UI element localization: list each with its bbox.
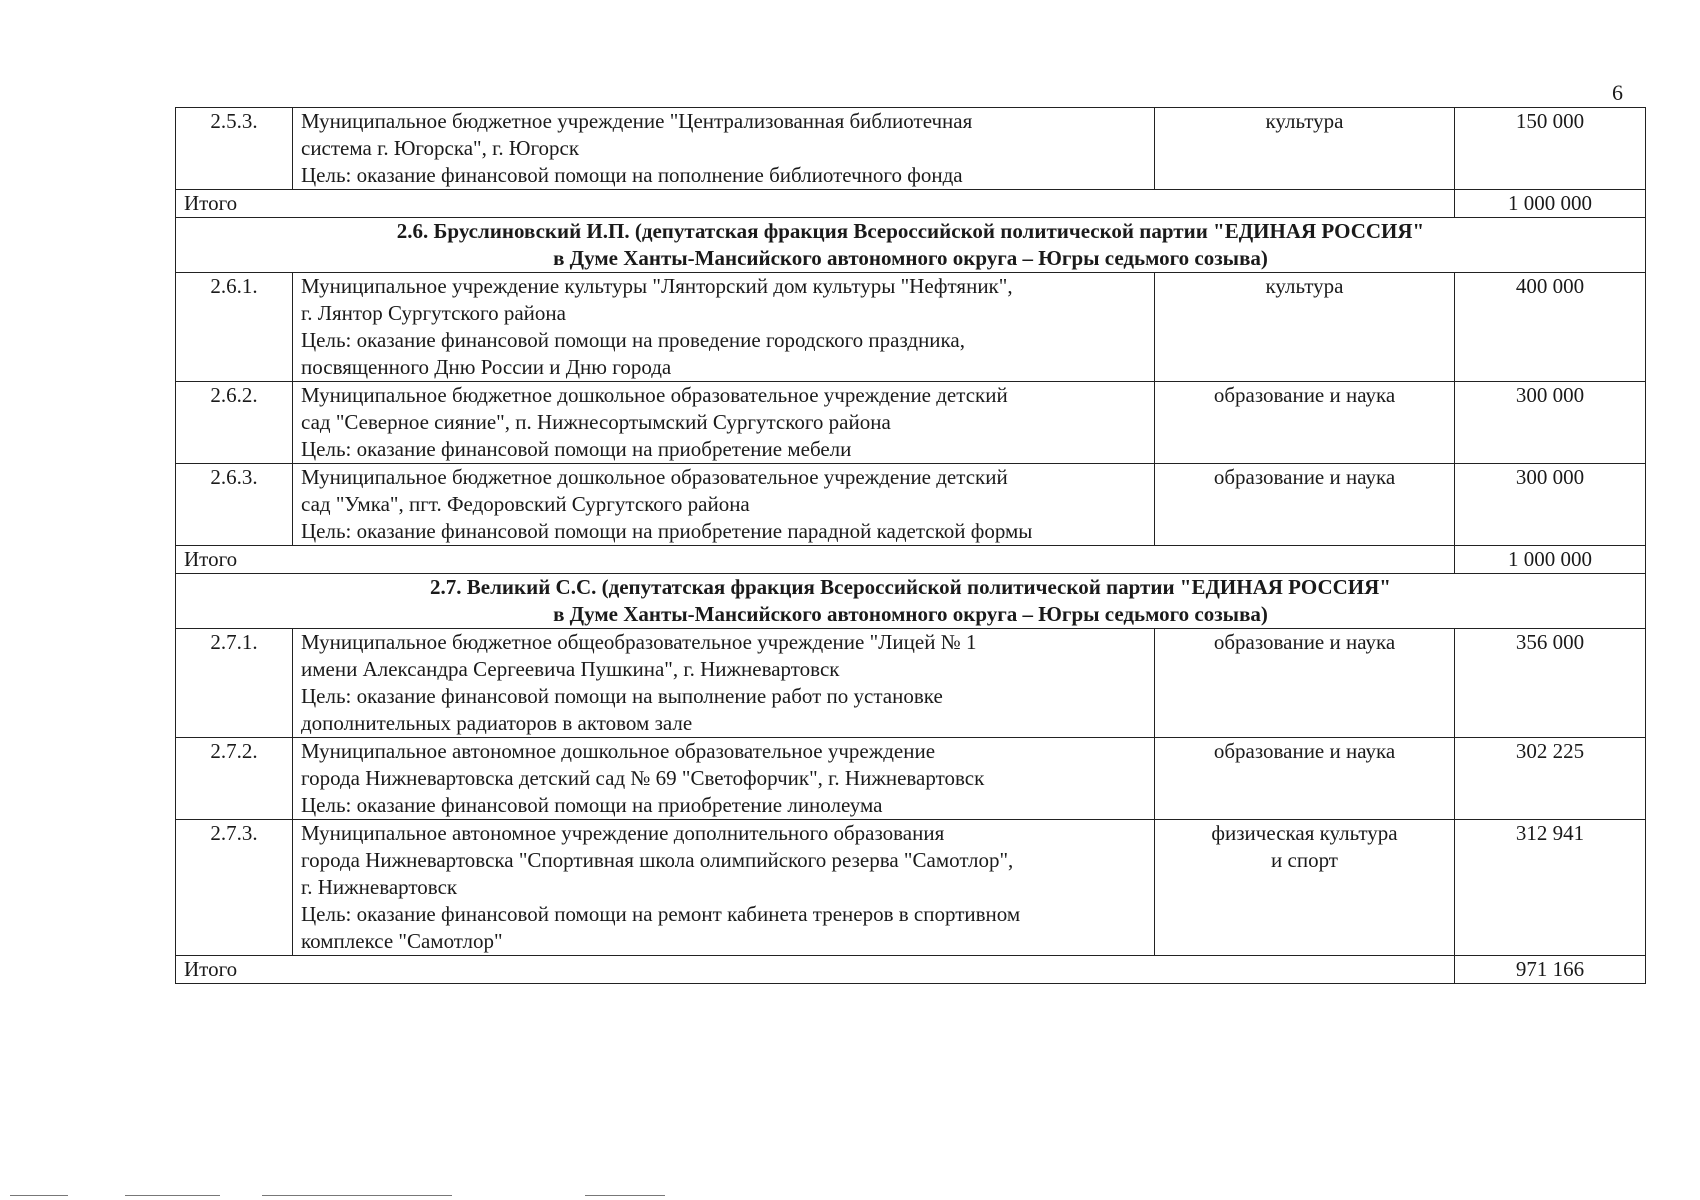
description-line: Муниципальное бюджетное учреждение "Централизованная библиотечная bbox=[301, 109, 973, 133]
amount-cell: 300 000 bbox=[1455, 464, 1646, 546]
total-amount: 1 000 000 bbox=[1455, 546, 1646, 574]
sphere-cell bbox=[1155, 273, 1455, 382]
amount-cell: 300 000 bbox=[1455, 382, 1646, 464]
table-row bbox=[176, 629, 1646, 738]
table-row bbox=[176, 464, 1646, 546]
table-row bbox=[176, 273, 1646, 382]
sphere-cell bbox=[1155, 738, 1455, 820]
scan-artifact-marks bbox=[0, 1195, 700, 1197]
sphere-cell bbox=[1155, 820, 1455, 956]
row-number: 2.7.3. bbox=[176, 820, 293, 956]
row-number: 2.6.3. bbox=[176, 464, 293, 546]
group-title bbox=[176, 574, 1646, 629]
description-line: имени Александра Сергеевича Пушкина", г. Нижневартовск bbox=[301, 657, 840, 681]
recipient-description bbox=[293, 382, 1155, 464]
row-number: 2.6.2. bbox=[176, 382, 293, 464]
row-number: 2.7.1. bbox=[176, 629, 293, 738]
description-line: Цель: оказание финансовой помощи на ремонт кабинета тренеров в спортивном bbox=[301, 902, 1021, 926]
recipient-description bbox=[293, 108, 1155, 190]
description-line: комплексе "Самотлор" bbox=[301, 929, 503, 953]
amount-cell: 302 225 bbox=[1455, 738, 1646, 820]
description-line: Цель: оказание финансовой помощи на проведение городского праздника, bbox=[301, 328, 966, 352]
description-line: Цель: оказание финансовой помощи на приобретение парадной кадетской формы bbox=[301, 519, 1033, 543]
total-label: Итого bbox=[176, 956, 1455, 984]
description-line: города Нижневартовска детский сад № 69 "Светофорчик", г. Нижневартовск bbox=[301, 766, 985, 790]
sphere-line: образование и наука bbox=[1213, 739, 1396, 763]
row-number: 2.7.2. bbox=[176, 738, 293, 820]
description-line: посвященного Дню России и Дню города bbox=[301, 355, 672, 379]
description-line: Муниципальное бюджетное дошкольное образовательное учреждение детский bbox=[301, 465, 1008, 489]
description-line: Муниципальное бюджетное дошкольное образовательное учреждение детский bbox=[301, 383, 1008, 407]
description-line: Муниципальное автономное дошкольное образовательное учреждение bbox=[301, 739, 936, 763]
table-row bbox=[176, 382, 1646, 464]
description-line: Цель: оказание финансовой помощи на приобретение мебели bbox=[301, 437, 852, 461]
total-row bbox=[176, 956, 1646, 984]
recipient-description bbox=[293, 464, 1155, 546]
description-line: система г. Югорска", г. Югорск bbox=[301, 136, 580, 160]
total-row bbox=[176, 190, 1646, 218]
group-title-line: в Думе Ханты-Мансийского автономного округа – Югры седьмого созыва) bbox=[553, 246, 1268, 270]
allocation-table bbox=[175, 107, 1646, 984]
sphere-cell bbox=[1155, 464, 1455, 546]
sphere-line: и спорт bbox=[1271, 848, 1338, 872]
description-line: сад "Умка", пгт. Федоровский Сургутского района bbox=[301, 492, 750, 516]
table-row bbox=[176, 738, 1646, 820]
description-line: города Нижневартовска "Спортивная школа олимпийского резерва "Самотлор", bbox=[301, 848, 1014, 872]
group-header-row bbox=[176, 574, 1646, 629]
description-line: Муниципальное учреждение культуры "Лянторский дом культуры "Нефтяник", bbox=[301, 274, 1013, 298]
description-line: Муниципальное бюджетное общеобразовательное учреждение "Лицей № 1 bbox=[301, 630, 977, 654]
group-header-row bbox=[176, 218, 1646, 273]
row-number: 2.5.3. bbox=[176, 108, 293, 190]
amount-cell: 150 000 bbox=[1455, 108, 1646, 190]
sphere-line: образование и наука bbox=[1213, 630, 1396, 654]
total-label: Итого bbox=[176, 190, 1455, 218]
group-title-line: 2.6. Бруслиновский И.П. (депутатская фракция Всероссийской политической партии "ЕДИНАЯ РОССИЯ" bbox=[396, 219, 1425, 243]
sphere-line: культура bbox=[1265, 109, 1344, 133]
table-row bbox=[176, 108, 1646, 190]
description-line: Муниципальное автономное учреждение дополнительного образования bbox=[301, 821, 945, 845]
total-amount: 1 000 000 bbox=[1455, 190, 1646, 218]
group-title-line: в Думе Ханты-Мансийского автономного округа – Югры седьмого созыва) bbox=[553, 602, 1268, 626]
table-row bbox=[176, 820, 1646, 956]
amount-cell: 312 941 bbox=[1455, 820, 1646, 956]
group-title-line: 2.7. Великий С.С. (депутатская фракция Всероссийской политической партии "ЕДИНАЯ РОССИЯ" bbox=[430, 575, 1391, 599]
amount-cell: 356 000 bbox=[1455, 629, 1646, 738]
recipient-description bbox=[293, 820, 1155, 956]
description-line: г. Нижневартовск bbox=[301, 875, 458, 899]
sphere-line: физическая культура bbox=[1211, 821, 1398, 845]
amount-cell: 400 000 bbox=[1455, 273, 1646, 382]
table-body bbox=[176, 108, 1646, 984]
sphere-line: образование и наука bbox=[1213, 465, 1396, 489]
description-line: Цель: оказание финансовой помощи на пополнение библиотечного фонда bbox=[301, 163, 963, 187]
description-line: Цель: оказание финансовой помощи на выполнение работ по установке bbox=[301, 684, 943, 708]
sphere-cell bbox=[1155, 108, 1455, 190]
sphere-cell bbox=[1155, 629, 1455, 738]
row-number: 2.6.1. bbox=[176, 273, 293, 382]
sphere-cell bbox=[1155, 382, 1455, 464]
recipient-description bbox=[293, 273, 1155, 382]
sphere-line: культура bbox=[1265, 274, 1344, 298]
total-label: Итого bbox=[176, 546, 1455, 574]
page-number: 6 bbox=[1612, 80, 1623, 105]
group-title bbox=[176, 218, 1646, 273]
sphere-line: образование и наука bbox=[1213, 383, 1396, 407]
recipient-description bbox=[293, 738, 1155, 820]
description-line: г. Лянтор Сургутского района bbox=[301, 301, 566, 325]
total-amount: 971 166 bbox=[1455, 956, 1646, 984]
recipient-description bbox=[293, 629, 1155, 738]
description-line: Цель: оказание финансовой помощи на приобретение линолеума bbox=[301, 793, 883, 817]
total-row bbox=[176, 546, 1646, 574]
description-line: дополнительных радиаторов в актовом зале bbox=[301, 711, 693, 735]
description-line: сад "Северное сияние", п. Нижнесортымский Сургутского района bbox=[301, 410, 891, 434]
